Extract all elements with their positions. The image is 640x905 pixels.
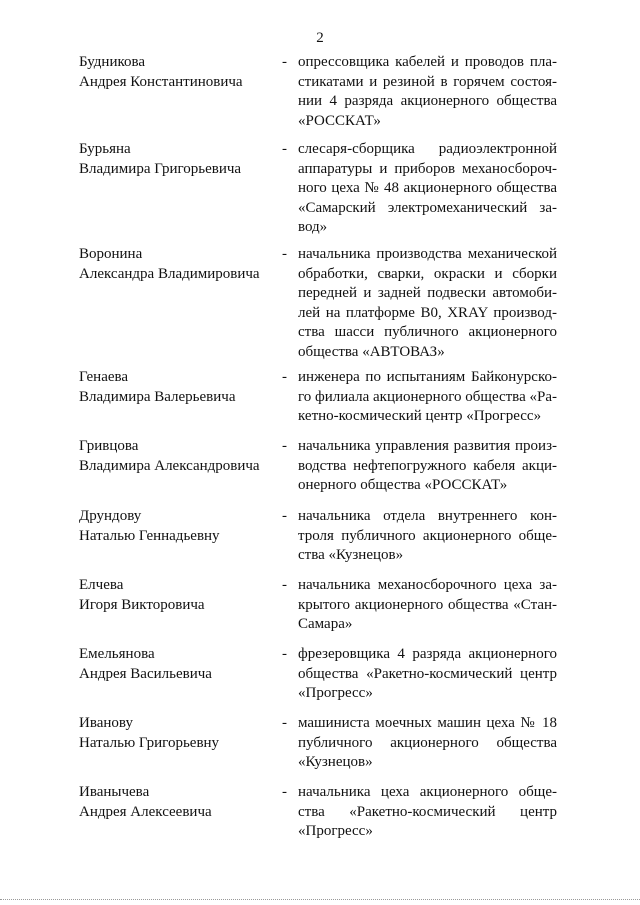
description-line: «РОССКАТ» bbox=[298, 112, 381, 129]
dash-separator: - bbox=[282, 369, 287, 385]
person-name bbox=[79, 140, 279, 179]
description-line: «Кузнецов» bbox=[298, 754, 373, 770]
description-line: инженера по испытаниям Байконурско- bbox=[298, 369, 557, 385]
description-line: ства «Ракетно-космический центр bbox=[298, 803, 557, 820]
person-given-names: Игоря Викторовича bbox=[79, 596, 205, 613]
person-surname: Генаева bbox=[79, 369, 129, 385]
person-given-names: Владимира Александровича bbox=[79, 457, 260, 474]
person-surname: Иванычева bbox=[79, 784, 150, 800]
person-given-names: Владимира Григорьевича bbox=[79, 160, 242, 177]
dash-separator: - bbox=[282, 508, 287, 524]
description-line: опрессовщика кабелей и проводов пла- bbox=[298, 54, 557, 70]
position-description bbox=[298, 245, 557, 362]
person-name bbox=[79, 645, 279, 684]
person-name bbox=[79, 576, 279, 615]
bottom-divider bbox=[0, 899, 640, 900]
description-line: лей на платформе В0, XRAY производ- bbox=[298, 304, 557, 321]
person-name bbox=[79, 783, 279, 822]
description-line: фрезеровщика 4 разряда акционерного bbox=[298, 646, 557, 662]
description-line: публичного акционерного общества bbox=[298, 734, 557, 751]
position-description bbox=[298, 140, 557, 238]
description-line: Самара» bbox=[298, 616, 353, 632]
person-surname: Иванову bbox=[79, 715, 133, 731]
description-line: водства нефтепогружного кабеля акци- bbox=[298, 457, 557, 474]
person-name bbox=[79, 714, 279, 753]
person-given-names: Андрея Алексеевича bbox=[79, 803, 212, 820]
dash-separator: - bbox=[282, 577, 287, 593]
dash-separator: - bbox=[282, 141, 287, 157]
description-line: общества «Ракетно-космический центр bbox=[298, 665, 557, 682]
description-line: аппаратуры и приборов механосбороч- bbox=[298, 160, 557, 177]
description-line: ства шасси публичного акционерного bbox=[298, 324, 557, 340]
person-given-names: Владимира Валерьевича bbox=[79, 388, 236, 405]
person-name bbox=[79, 53, 279, 92]
person-name bbox=[79, 507, 279, 546]
dash-separator: - bbox=[282, 54, 287, 70]
description-line: начальника механосборочного цеха за- bbox=[298, 577, 557, 593]
description-line: слесаря-сборщика радиоэлектронной bbox=[298, 141, 557, 157]
description-line: онерного общества «РОССКАТ» bbox=[298, 477, 508, 493]
description-line: го филиала акционерного общества «Ра- bbox=[298, 388, 557, 405]
dash-separator: - bbox=[282, 784, 287, 800]
position-description bbox=[298, 507, 557, 566]
description-line: обработки, сварки, окраски и сборки bbox=[298, 265, 557, 282]
person-surname: Будникова bbox=[79, 54, 146, 70]
description-line: «Самарский электромеханический за- bbox=[298, 199, 557, 216]
person-surname: Друндову bbox=[79, 508, 142, 524]
description-line: троля публичного акционерного обще- bbox=[298, 527, 557, 544]
dash-separator: - bbox=[282, 646, 287, 662]
description-line: вод» bbox=[298, 219, 328, 235]
page-number: 2 bbox=[316, 30, 324, 46]
description-line: начальника цеха акционерного обще- bbox=[298, 784, 557, 800]
person-name bbox=[79, 245, 279, 284]
description-line: «Прогресс» bbox=[298, 685, 373, 701]
description-line: нии 4 разряда акционерного общества bbox=[298, 93, 557, 109]
position-description bbox=[298, 437, 557, 496]
person-surname: Воронина bbox=[79, 246, 143, 262]
description-line: машиниста моечных машин цеха № 18 bbox=[298, 715, 557, 731]
person-surname: Емельянова bbox=[79, 646, 155, 662]
description-line: передней и задней подвески автомоби- bbox=[298, 285, 557, 301]
person-given-names: Андрея Константиновича bbox=[79, 73, 243, 90]
position-description bbox=[298, 368, 557, 427]
description-line: начальника отдела внутреннего кон- bbox=[298, 508, 557, 524]
dash-separator: - bbox=[282, 438, 287, 454]
description-line: ства «Кузнецов» bbox=[298, 547, 404, 563]
description-line: крытого акционерного общества «Стан- bbox=[298, 596, 557, 613]
dash-separator: - bbox=[282, 246, 287, 262]
position-description bbox=[298, 783, 557, 842]
description-line: начальника производства механической bbox=[298, 246, 557, 262]
description-line: общества «АВТОВАЗ» bbox=[298, 343, 445, 360]
person-surname: Гривцова bbox=[79, 438, 139, 454]
person-surname: Бурьяна bbox=[79, 141, 131, 157]
position-description bbox=[298, 645, 557, 704]
description-line: кетно-космический центр «Прогресс» bbox=[298, 408, 542, 424]
person-given-names: Андрея Васильевича bbox=[79, 665, 212, 682]
person-given-names: Наталью Григорьевну bbox=[79, 734, 220, 751]
position-description bbox=[298, 576, 557, 635]
position-description bbox=[298, 53, 557, 131]
description-line: начальника управления развития произ- bbox=[298, 438, 557, 454]
person-name bbox=[79, 437, 279, 476]
description-line: стикатами и резиной в горячем состоя- bbox=[298, 73, 557, 90]
person-given-names: Наталью Геннадьевну bbox=[79, 527, 220, 544]
person-surname: Елчева bbox=[79, 577, 124, 593]
description-line: ного цеха № 48 акционерного общества bbox=[298, 180, 557, 196]
description-line: «Прогресс» bbox=[298, 823, 373, 839]
position-description bbox=[298, 714, 557, 773]
person-given-names: Александра Владимировича bbox=[79, 265, 260, 282]
dash-separator: - bbox=[282, 715, 287, 731]
person-name bbox=[79, 368, 279, 407]
